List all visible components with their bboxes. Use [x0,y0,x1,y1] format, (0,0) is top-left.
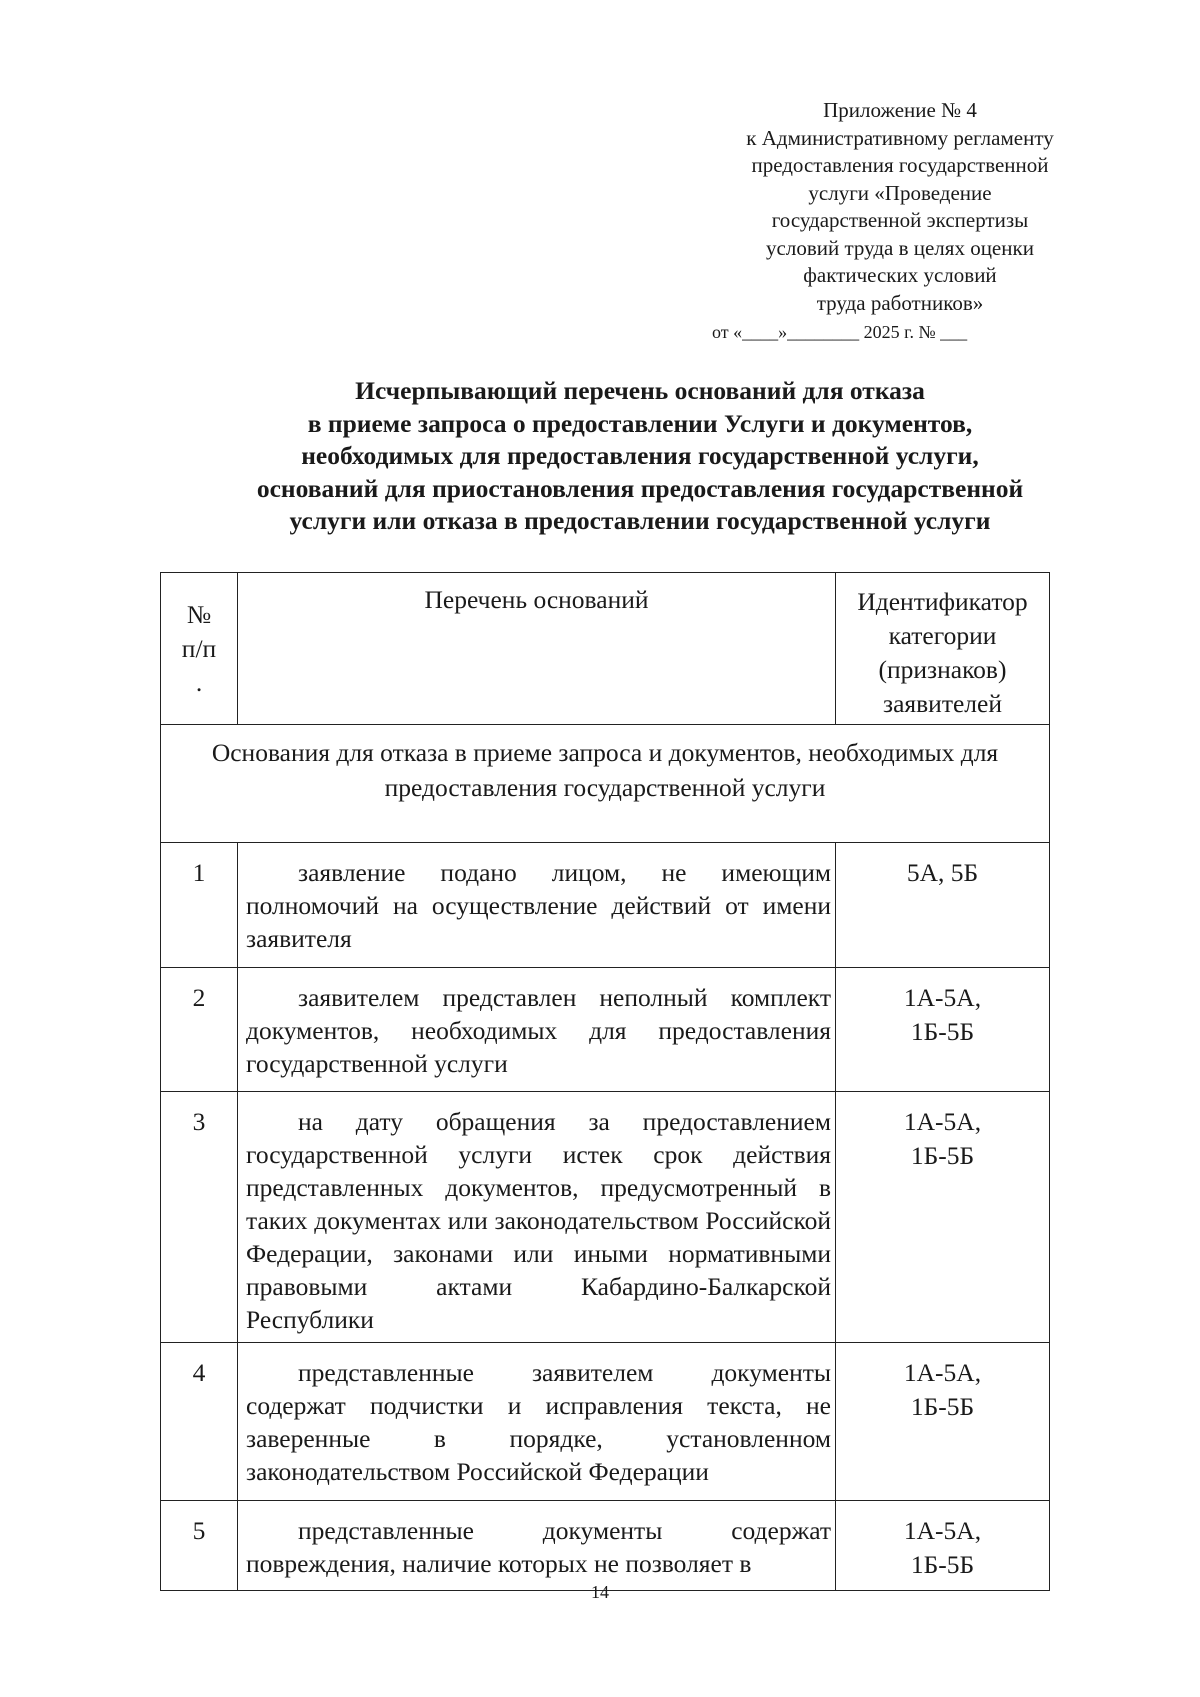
row-identifier-line: 1Б-5Б [910,1550,975,1579]
appendix-line: труда работников» [816,290,984,315]
row-identifier-line: 5А, 5Б [906,858,979,887]
row-basis-text: представленные заявителем документы содержат подчистки и исправления текста, не заверенные в порядке, установленном законодательством Российской Федерации [246,1358,831,1486]
header-basis: Перечень оснований [238,573,836,725]
appendix-header [700,97,1100,317]
appendix-line: предоставления государственной [751,153,1049,177]
table-row [161,843,1050,968]
section-heading [161,725,1050,843]
header-identifier-line: (признаков) [878,655,1007,684]
document-title [100,375,1180,538]
row-identifier-line: 1Б-5Б [910,1141,975,1170]
title-line: в приеме запроса о предоставлении Услуги и документов, [307,408,973,438]
appendix-line: услуги «Проведение [808,180,992,205]
appendix-line: Приложение № 4 [823,98,977,122]
row-basis-text: заявление подано лицом, не имеющим полномочий на осуществление действий от имени заявителя [246,858,831,953]
row-identifier [836,1092,1050,1343]
row-identifier [836,843,1050,968]
row-identifier-line: 1А-5А, [903,983,982,1012]
header-identifier-line: заявителей [883,689,1002,718]
row-basis [238,1343,836,1501]
row-identifier-line: 1А-5А, [903,1516,982,1545]
appendix-line: условий труда в целях оценки [766,235,1034,260]
section-heading-line: Основания для отказа в приеме запроса и документов, необходимых для [211,738,999,767]
row-number: 1 [161,843,238,968]
header-identifier [836,573,1050,725]
grounds-table [160,572,1050,1591]
header-identifier-line: Идентификатор [857,587,1028,616]
row-identifier [836,1343,1050,1501]
row-identifier [836,968,1050,1092]
row-basis-text: заявителем представлен неполный комплект документов, необходимых для предоставления государственной услуги [246,983,831,1078]
table-row [161,1343,1050,1501]
row-basis [238,843,836,968]
header-identifier-line: категории [888,621,997,650]
title-line: оснований для приостановления предоставления государственной [256,473,1024,503]
row-basis [238,968,836,1092]
header-number-line: п/п [181,633,217,663]
row-identifier-line: 1А-5А, [903,1107,982,1136]
approval-date-line: от «____»________ 2025 г. № ___ [712,322,968,342]
section-heading-row [161,725,1050,843]
appendix-line: к Административному регламенту [746,125,1054,150]
row-basis [238,1501,836,1591]
section-heading-line: предоставления государственной услуги [384,773,826,802]
row-number: 4 [161,1343,238,1501]
row-identifier-line: 1Б-5Б [910,1017,975,1046]
title-line: необходимых для предоставления государственной услуги, [301,441,979,470]
row-number: 2 [161,968,238,1092]
row-number: 3 [161,1092,238,1343]
table-row [161,1092,1050,1343]
table-row [161,968,1050,1092]
row-identifier-line: 1А-5А, [903,1358,982,1387]
table-header-row [161,573,1050,725]
page-number: 14 [591,1582,609,1602]
row-number: 5 [161,1501,238,1591]
header-number-line: . [195,667,203,697]
title-line: Исчерпывающий перечень оснований для отказа [355,376,925,405]
appendix-line: государственной экспертизы [771,208,1029,232]
row-basis-text: на дату обращения за предоставлением государственной услуги истек срок действия представленных документов, предусмотренный в таких документах или законодательством Российской Федерации, законами или иными нормативными правовыми актами Кабардино-Балкарской Республики [246,1107,831,1334]
appendix-line: фактических условий [803,263,997,287]
row-identifier-line: 1Б-5Б [910,1392,975,1421]
row-basis-text: представленные документы содержат повреждения, наличие которых не позволяет в [246,1516,831,1578]
title-line: услуги или отказа в предоставлении государственной услуги [289,506,991,535]
table-row [161,1501,1050,1591]
row-basis [238,1092,836,1343]
header-number-line: № [186,599,212,629]
header-number [161,573,238,725]
row-identifier [836,1501,1050,1591]
